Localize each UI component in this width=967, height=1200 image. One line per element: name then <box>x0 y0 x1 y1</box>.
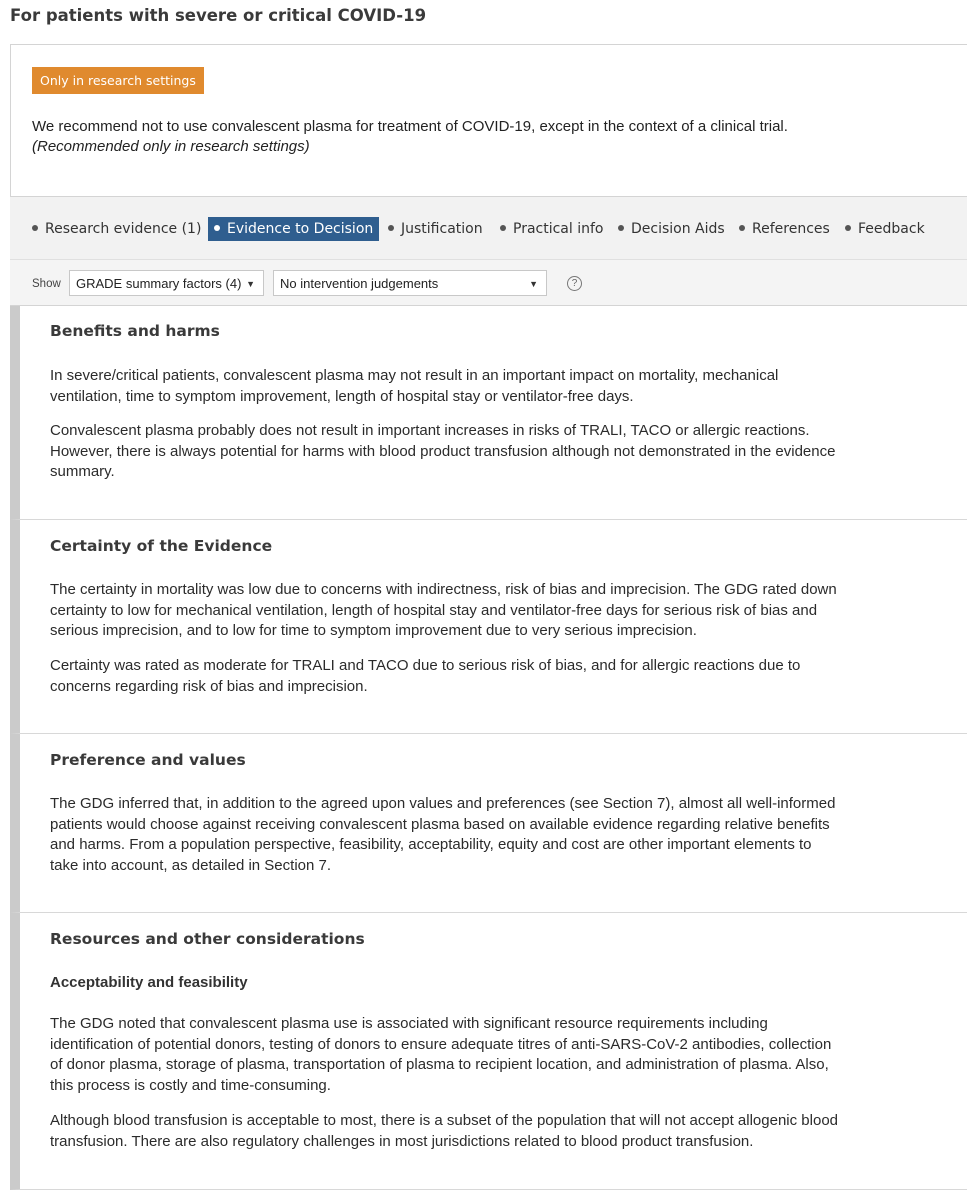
tab-label: Decision Aids <box>631 221 725 237</box>
caret-down-icon: ▼ <box>529 279 538 289</box>
tab-feedback[interactable] <box>845 217 925 241</box>
judgement-select[interactable] <box>273 270 547 296</box>
tab-decision-aids[interactable] <box>618 217 725 241</box>
section-title: Benefits and harms <box>50 322 220 340</box>
section-title: Preference and values <box>50 751 246 769</box>
section-benefits-and-harms <box>10 306 967 520</box>
page-title: For patients with severe or critical COVID-19 <box>10 6 427 25</box>
bullet-icon <box>214 225 220 231</box>
section-resources-and-other-considerations <box>10 913 967 1190</box>
tab-label: Feedback <box>858 221 925 237</box>
factor-select[interactable] <box>69 270 264 296</box>
tab-justification[interactable] <box>388 217 483 241</box>
recommendation-box <box>10 44 967 196</box>
section-title: Resources and other considerations <box>50 930 365 948</box>
tab-research-evidence[interactable] <box>32 217 201 241</box>
section-paragraph: Certainty was rated as moderate for TRALI and TACO due to serious risk of bias, and for allergic reactions due to concerns regarding risk of bias and imprecision. <box>50 657 801 695</box>
bullet-icon <box>845 225 851 231</box>
bullet-icon <box>739 225 745 231</box>
tab-evidence-to-decision[interactable] <box>208 217 379 241</box>
tab-label: Research evidence (1) <box>45 221 202 237</box>
section-certainty-of-evidence <box>10 520 967 734</box>
help-icon[interactable]: ? <box>567 276 582 291</box>
show-label: Show <box>32 278 61 290</box>
filter-bar <box>10 260 967 306</box>
tab-practical-info[interactable] <box>500 217 603 241</box>
judgement-select-value: No intervention judgements <box>280 276 439 291</box>
recommendation-note: (Recommended only in research settings) <box>32 138 310 155</box>
tab-label: References <box>752 221 830 237</box>
section-title: Certainty of the Evidence <box>50 537 273 555</box>
section-paragraph: The certainty in mortality was low due to concerns with indirectness, risk of bias and imprecision. The GDG rated down certainty to low for mechanical ventilation, length of hospital stay and ventilator-free days for serious risk of bias and serious imprecision, and to low for time to symptom improvement due to very serious imprecision. <box>50 581 837 639</box>
factor-select-value: GRADE summary factors (4) <box>76 276 242 291</box>
section-paragraph: Convalescent plasma probably does not result in important increases in risks of TRALI, TACO or allergic reactions. However, there is always potential for harms with blood product transfusion although not demonstrated in the evidence summary. <box>50 422 836 480</box>
tab-label: Practical info <box>513 221 604 237</box>
bullet-icon <box>388 225 394 231</box>
bullet-icon <box>32 225 38 231</box>
tab-label: Evidence to Decision <box>227 221 374 237</box>
tab-label: Justification <box>401 221 483 237</box>
tab-references[interactable] <box>739 217 830 241</box>
recommendation-text-block <box>32 117 788 157</box>
section-subtitle: Acceptability and feasibility <box>50 974 248 991</box>
bullet-icon <box>618 225 624 231</box>
recommendation-text: We recommend not to use convalescent plasma for treatment of COVID-19, except in the context of a clinical trial. <box>32 118 788 135</box>
section-preference-and-values <box>10 734 967 913</box>
section-paragraph: Although blood transfusion is acceptable to most, there is a subset of the population that will not accept allogenic blood transfusion. There are also regulatory challenges in most jurisdictions related to blood product transfusion. <box>50 1112 838 1150</box>
section-paragraph: In severe/critical patients, convalescent plasma may not result in an important impact on mortality, mechanical ventilation, time to symptom improvement, length of hospital stay or ventilator-free days. <box>50 367 779 405</box>
tab-bar <box>10 196 967 260</box>
caret-down-icon: ▼ <box>246 279 255 289</box>
bullet-icon <box>500 225 506 231</box>
section-paragraph: The GDG inferred that, in addition to the agreed upon values and preferences (see Section 7), almost all well-informed patients would choose against receiving convalescent plasma based on available evidence regarding relative benefits and harms. From a population perspective, feasibility, acceptability, equity and cost are other important elements to take into account, as detailed in Section 7. <box>50 795 836 874</box>
section-paragraph: The GDG noted that convalescent plasma use is associated with significant resource requirements including identification of potential donors, testing of donors to ensure adequate titres of anti-SARS-CoV-2 antibodies, collection of donor plasma, storage of plasma, transportation of plasma to recipient location, and administration of plasma. Also, this process is costly and time-consuming. <box>50 1015 832 1094</box>
research-settings-badge: Only in research settings <box>32 67 204 94</box>
